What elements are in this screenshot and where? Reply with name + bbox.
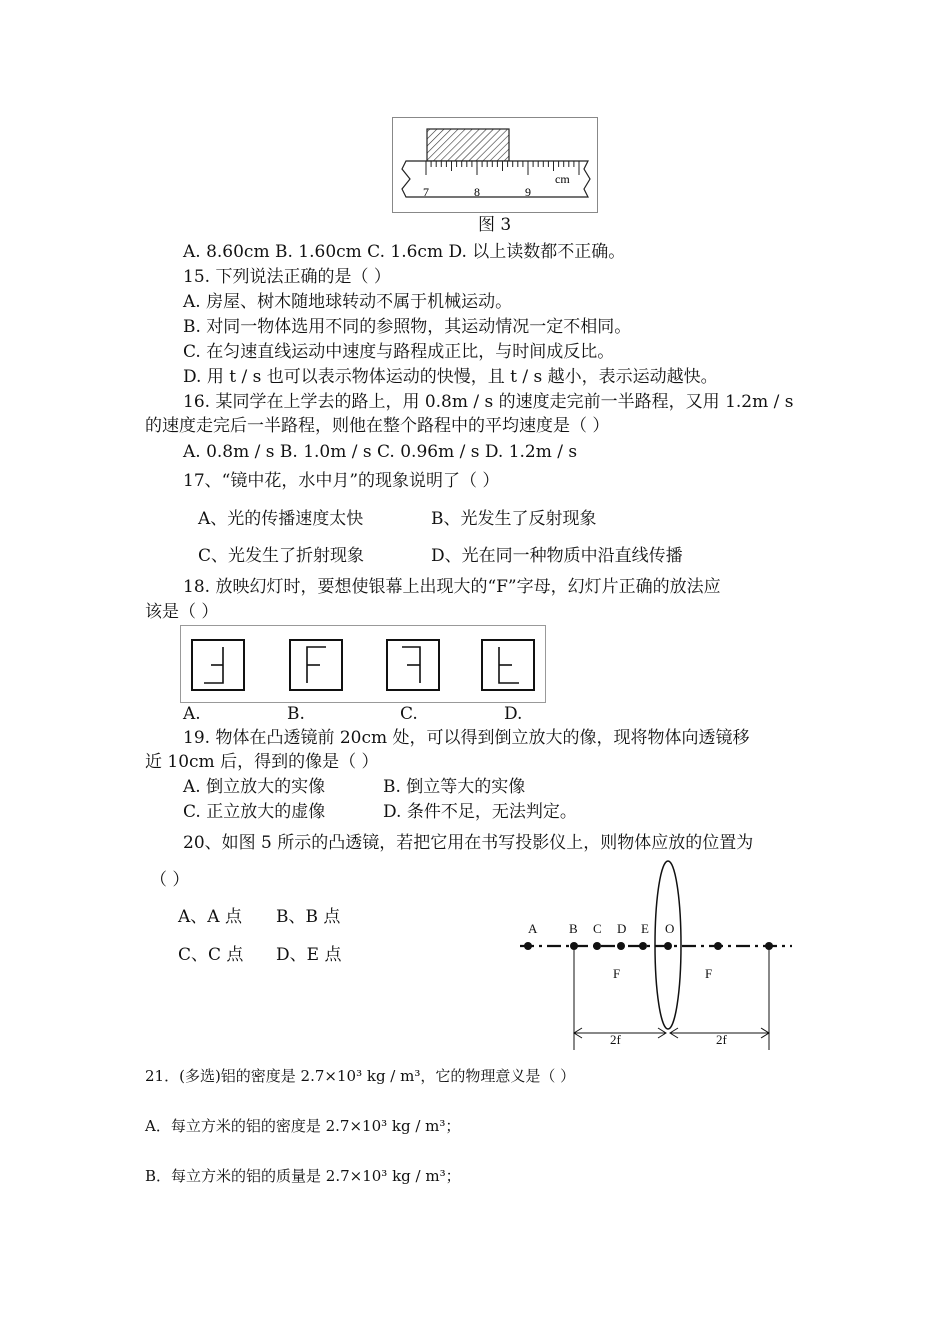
point-label-e: E xyxy=(641,921,649,936)
q16-stem-line1: 16. 某同学在上学去的路上，用 0.8m / s 的速度走完前一半路程，又用 1.2m / s xyxy=(183,392,794,412)
slide-options-figure xyxy=(180,625,546,703)
q17-option-c: C、光发生了折射现象 xyxy=(198,546,365,566)
q18-label-d: D. xyxy=(504,704,523,724)
ruler-label-7: 7 xyxy=(423,185,429,199)
q18-label-b: B. xyxy=(287,704,305,724)
q15-stem: 15. 下列说法正确的是（ ） xyxy=(183,267,391,287)
twof-label-left: 2f xyxy=(610,1032,621,1047)
q15-option-b: B. 对同一物体选用不同的参照物，其运动情况一定不相同。 xyxy=(183,317,632,337)
ruler-label-9: 9 xyxy=(525,185,531,199)
q20-option-b: B、B 点 xyxy=(276,907,341,927)
q15-option-d: D. 用 t / s 也可以表示物体运动的快慢，且 t / s 越小，表示运动越快。 xyxy=(183,367,718,387)
point-label-c: C xyxy=(593,921,602,936)
point-label-b: B xyxy=(569,921,578,936)
q20-option-a: A、A 点 xyxy=(178,907,242,927)
q14-options: A. 8.60cm B. 1.60cm C. 1.6cm D. 以上读数都不正确。 xyxy=(183,242,626,262)
point-label-a: A xyxy=(528,921,538,936)
point-label-d: D xyxy=(617,921,627,936)
twof-label-right: 2f xyxy=(716,1032,727,1047)
q18-stem-line1: 18. 放映幻灯时，要想使银幕上出现大的“F”字母，幻灯片正确的放法应 xyxy=(183,577,721,597)
q21-stem: 21．(多选)铝的密度是 2.7×10³ kg / m³，它的物理意义是（ ） xyxy=(145,1067,576,1085)
ruler-unit: cm xyxy=(555,172,570,186)
q16-stem-line2: 的速度走完后一半路程，则他在整个路程中的平均速度是（ ） xyxy=(145,416,610,436)
q17-option-d: D、光在同一种物质中沿直线传播 xyxy=(431,546,683,566)
ruler-figure xyxy=(392,117,598,213)
q15-option-a: A. 房屋、树木随地球转动不属于机械运动。 xyxy=(183,292,513,312)
q19-stem-line1: 19. 物体在凸透镜前 20cm 处，可以得到倒立放大的像，现将物体向透镜移 xyxy=(183,728,750,748)
focus-label-left: F xyxy=(613,966,621,981)
q18-stem-line2: 该是（ ） xyxy=(145,602,219,622)
q15-option-c: C. 在匀速直线运动中速度与路程成正比，与时间成反比。 xyxy=(183,342,615,362)
q19-option-b: B. 倒立等大的实像 xyxy=(383,777,526,797)
convex-lens-figure xyxy=(510,855,800,1055)
q19-stem-line2: 近 10cm 后，得到的像是（ ） xyxy=(145,752,379,772)
q21-option-a: A．每立方米的铝的密度是 2.7×10³ kg / m³； xyxy=(145,1117,461,1135)
q19-option-c: C. 正立放大的虚像 xyxy=(183,802,326,822)
q20-stem-line1: 20、如图 5 所示的凸透镜，若把它用在书写投影仪上，则物体应放的位置为 xyxy=(183,833,754,853)
measured-block xyxy=(427,129,509,161)
q17-option-a: A、光的传播速度太快 xyxy=(198,509,364,529)
q20-option-c: C、C 点 xyxy=(178,945,244,965)
q17-stem: 17、“镜中花，水中月”的现象说明了（ ） xyxy=(183,471,500,491)
q18-label-a: A. xyxy=(183,704,201,724)
q19-option-d: D. 条件不足，无法判定。 xyxy=(383,802,577,822)
q21-option-b: B．每立方米的铝的质量是 2.7×10³ kg / m³； xyxy=(145,1167,461,1185)
q19-option-a: A. 倒立放大的实像 xyxy=(183,777,326,797)
focus-label-right: F xyxy=(705,966,713,981)
figure-3-caption: 图 3 xyxy=(478,215,512,235)
q20-stem-line2: （ ） xyxy=(150,870,190,890)
q17-option-b: B、光发生了反射现象 xyxy=(431,509,597,529)
q16-options: A. 0.8m / s B. 1.0m / s C. 0.96m / s D. 1.2m / s xyxy=(183,442,578,462)
q20-option-d: D、E 点 xyxy=(276,945,342,965)
point-label-o: O xyxy=(665,921,675,936)
ruler-label-8: 8 xyxy=(474,185,480,199)
q18-label-c: C. xyxy=(400,704,418,724)
